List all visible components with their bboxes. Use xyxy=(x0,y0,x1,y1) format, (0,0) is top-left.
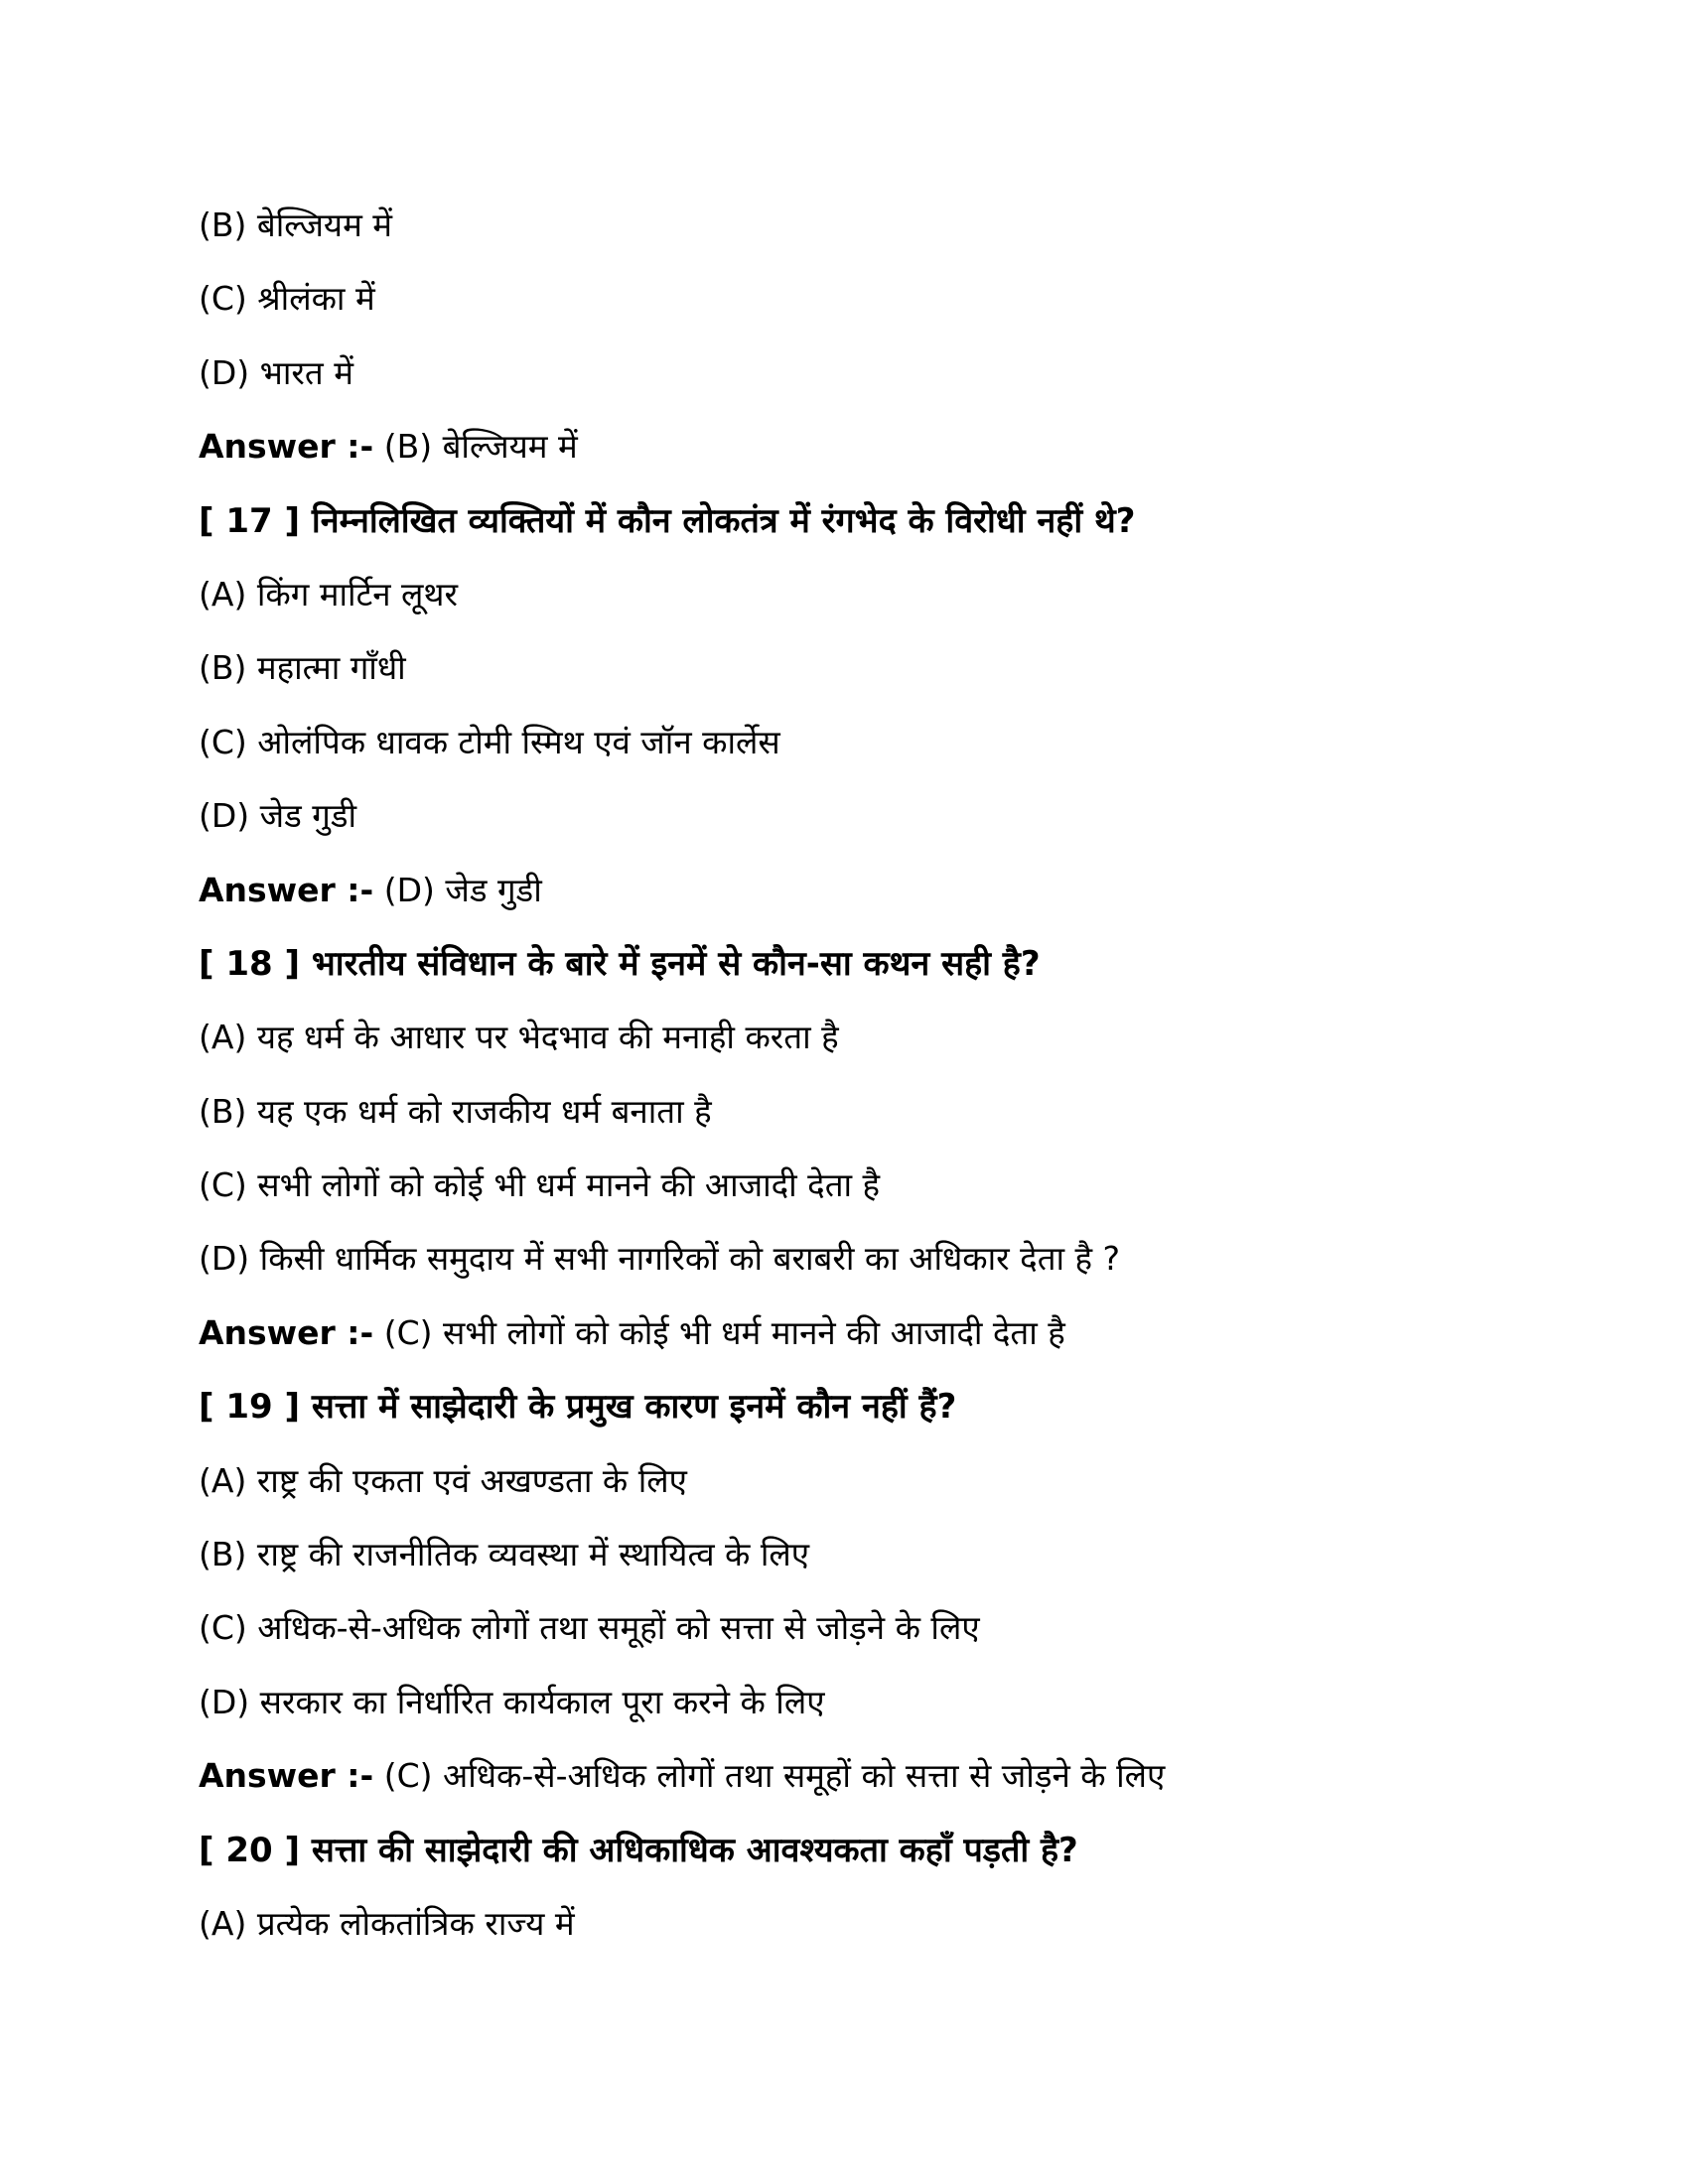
option-line: (B) बेल्जियम में xyxy=(199,205,393,244)
answer-text: (D) जेड गुडी xyxy=(383,870,542,909)
answer-label: Answer :- xyxy=(199,1312,374,1352)
question-20: [ 20 ] सत्ता की साझेदारी की अधिकाधिक आवश्यकता कहाँ पड़ती है? xyxy=(199,1830,1078,1870)
option-line: (B) राष्ट्र की राजनीतिक व्यवस्था में स्थायित्व के लिए xyxy=(199,1535,810,1574)
option-line: (C) श्रीलंका में xyxy=(199,279,375,319)
option-line: (D) किसी धार्मिक समुदाय में सभी नागरिकों को बराबरी का अधिकार देता है ? xyxy=(199,1239,1121,1279)
answer-text: (B) बेल्जियम में xyxy=(383,427,578,467)
answer-text: (C) अधिक-से-अधिक लोगों तथा समूहों को सत्ता से जोड़ने के लिए xyxy=(383,1756,1166,1796)
option-line: (A) यह धर्म के आधार पर भेदभाव की मनाही करता है xyxy=(199,1018,839,1057)
option-line: (D) सरकार का निर्धारित कार्यकाल पूरा करने के लिए xyxy=(199,1682,825,1721)
question-19: [ 19 ] सत्ता में साझेदारी के प्रमुख कारण इनमें कौन नहीं हैं? xyxy=(199,1387,957,1428)
option-line: (C) सभी लोगों को कोई भी धर्म मानने की आजादी देता है xyxy=(199,1165,881,1205)
option-line: (C) अधिक-से-अधिक लोगों तथा समूहों को सत्ता से जोड़ने के लिए xyxy=(199,1608,980,1648)
option-line: (A) राष्ट्र की एकता एवं अखण्डता के लिए xyxy=(199,1460,687,1500)
answer-line xyxy=(199,1739,1589,1813)
option-line: (D) जेड गुडी xyxy=(199,796,357,836)
answer-line xyxy=(199,1297,1589,1370)
answer-label: Answer :- xyxy=(199,1756,374,1796)
answer-line xyxy=(199,854,1589,927)
option-line: (D) भारत में xyxy=(199,352,353,392)
option-line: (C) ओलंपिक धावक टोमी स्मिथ एवं जॉन कार्लेस xyxy=(199,722,780,761)
answer-label: Answer :- xyxy=(199,427,374,467)
question-18: [ 18 ] भारतीय संविधान के बारे में इनमें से कौन-सा कथन सही है? xyxy=(199,943,1041,984)
option-line: (A) किंग मार्टिन लूथर xyxy=(199,574,458,614)
answer-line xyxy=(199,410,1589,483)
option-line: (B) महात्मा गाँधी xyxy=(199,648,406,688)
question-17: [ 17 ] निम्नलिखित व्यक्तियों में कौन लोकतंत्र में रंगभेद के विरोधी नहीं थे? xyxy=(199,500,1136,541)
answer-label: Answer :- xyxy=(199,870,374,909)
answer-text: (C) सभी लोगों को कोई भी धर्म मानने की आजादी देता है xyxy=(383,1312,1065,1352)
document-page xyxy=(199,189,1589,1961)
option-line: (B) यह एक धर्म को राजकीय धर्म बनाता है xyxy=(199,1091,712,1131)
option-line: (A) प्रत्येक लोकतांत्रिक राज्य में xyxy=(199,1903,575,1943)
